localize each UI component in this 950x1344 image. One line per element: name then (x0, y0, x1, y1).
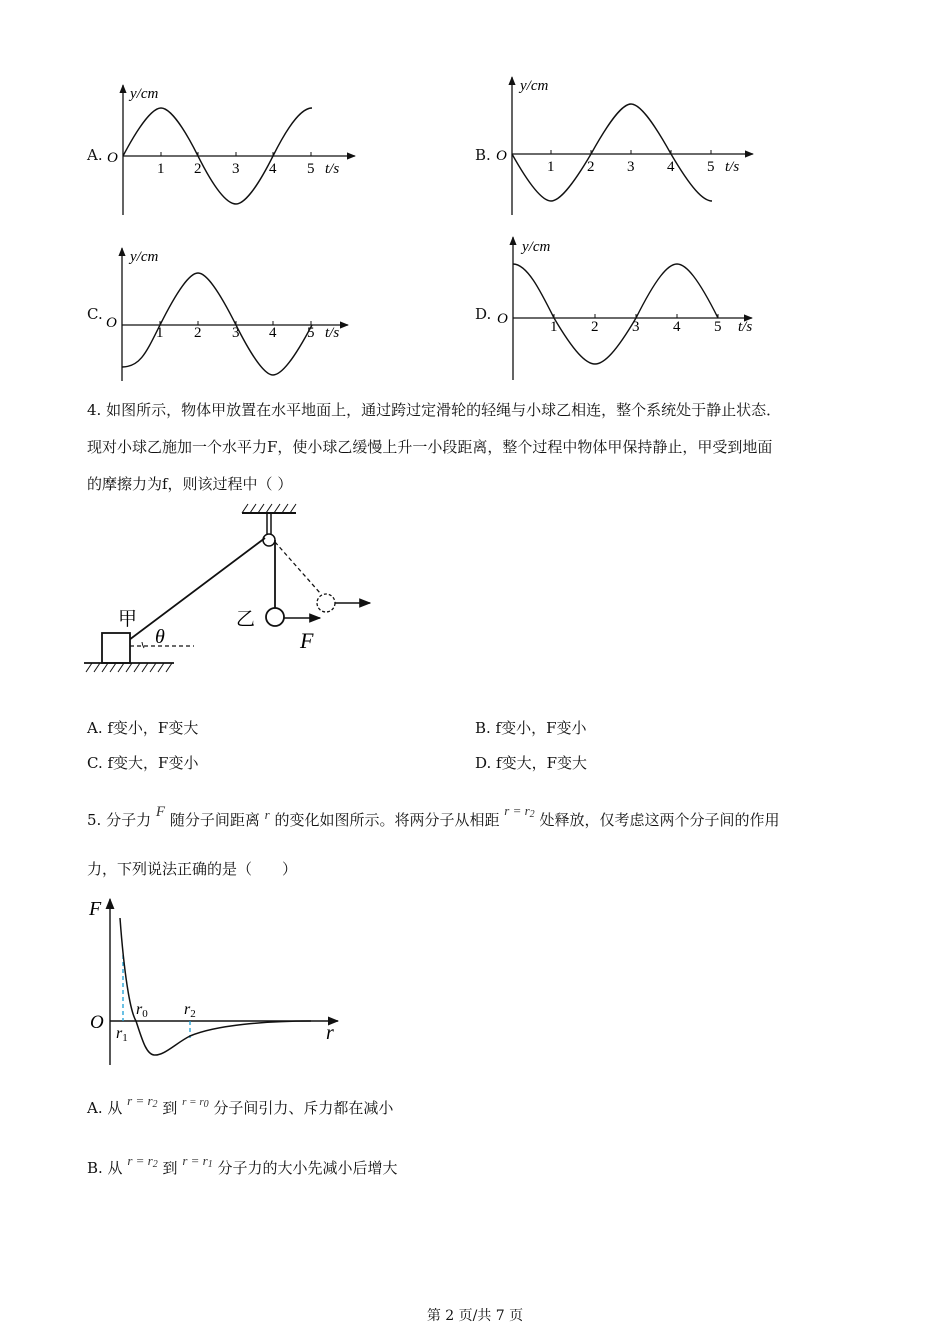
pulley-figure (82, 500, 382, 680)
r1-label: r1 (116, 1025, 128, 1044)
t-axis-label: t/s (325, 161, 340, 177)
q5-option-b[interactable]: B. 从 $r = r_2$ 到 $r = r_1$ 分子力的大小先减小后增大 (87, 1153, 398, 1177)
molecular-force-graph (86, 893, 346, 1073)
wave-graph-d (470, 232, 760, 382)
y-axis-label: y/cm (520, 78, 549, 94)
y-axis-label: y/cm (130, 86, 159, 102)
q5-stem-F: F (155, 804, 166, 820)
tick-1: 1 (157, 161, 165, 177)
q4-option-c[interactable]: C. f变大，F变小 (87, 754, 199, 772)
tick-3: 3 (232, 161, 240, 177)
wave-graph-a (80, 80, 360, 220)
q5-stem-p4: 处释放，仅考虑这两个分子间的作用 (539, 811, 780, 829)
jia-label: 甲 (118, 609, 138, 630)
origin-label: O (90, 1012, 104, 1033)
q5-b-eq1: $r = r_2$ (127, 1153, 158, 1170)
tick-4: 4 (269, 161, 277, 177)
tick-1: 1 (550, 319, 558, 335)
y-axis-label: y/cm (130, 249, 159, 265)
q5-a-eq2: r = r0 (182, 1096, 209, 1110)
q5-stem-p1: 5. 分子力 (87, 811, 152, 829)
block-jia (102, 633, 130, 663)
tick-5: 5 (714, 319, 722, 335)
F-axis-label: F (89, 898, 102, 920)
tick-3: 3 (632, 319, 640, 335)
theta-label: θ (155, 626, 165, 648)
t-axis-label: t/s (725, 159, 740, 175)
yi-label: 乙 (236, 609, 256, 630)
t-axis-label: t/s (738, 319, 753, 335)
q4-stem-line2: 现对小球乙施加一个水平力F，使小球乙缓慢上升一小段距离，整个过程中物体甲保持静止，甲受到地面 (87, 438, 773, 456)
origin-label: O (497, 311, 508, 327)
tick-1: 1 (156, 325, 164, 341)
origin-label: O (496, 148, 507, 164)
pulley-icon (263, 534, 275, 546)
option-c-label: C. (87, 305, 103, 323)
tick-3: 3 (627, 159, 635, 175)
q5-stem-r: r (264, 807, 270, 822)
ball-dashed-icon (317, 594, 335, 612)
tick-2: 2 (194, 161, 202, 177)
r0-label: r0 (136, 1001, 148, 1020)
tick-4: 4 (667, 159, 675, 175)
option-b-label: B. (475, 146, 491, 164)
q5-stem-p3: 的变化如图所示。将两分子从相距 (274, 811, 500, 829)
q5-option-a[interactable]: A. 从 $r = r_2$ 到 $^{r = r0}$ 分子间引力、斥力都在减小 (87, 1093, 394, 1117)
q4-option-b[interactable]: B. f变小，F变小 (475, 719, 587, 737)
tick-1: 1 (547, 159, 555, 175)
wave-graph-c (80, 243, 360, 383)
r-axis-label: r (326, 1022, 334, 1044)
page-footer: 第 2 页/共 7 页 (426, 1308, 524, 1324)
q5-stem-eq: $r = r_2$ (504, 803, 535, 820)
q5-b-eq2: $r = r_1$ (182, 1153, 213, 1170)
t-axis-label: t/s (325, 325, 340, 341)
q4-option-a[interactable]: A. f变小，F变大 (87, 719, 199, 737)
tick-3: 3 (232, 325, 240, 341)
r2-label: r2 (184, 1001, 196, 1020)
q5-stem-line2: 力，下列说法正确的是（ ） (87, 860, 298, 878)
tick-5: 5 (307, 161, 315, 177)
tick-4: 4 (269, 325, 277, 341)
q5-stem-line1 (87, 803, 780, 835)
tick-2: 2 (587, 159, 595, 175)
q4-stem-line1: 4. 如图所示，物体甲放置在水平地面上，通过跨过定滑轮的轻绳与小球乙相连，整个系统处于静止状态． (87, 401, 782, 419)
wave-graph-b (470, 72, 760, 220)
origin-label: O (107, 150, 118, 166)
origin-label: O (106, 315, 117, 331)
option-d-label: D. (475, 305, 492, 323)
q4-option-d[interactable]: D. f变大，F变大 (475, 754, 587, 772)
option-a-label: A. (87, 146, 103, 164)
y-axis-label: y/cm (522, 239, 551, 255)
q5-stem-p2: 随分子间距离 (169, 811, 260, 829)
ball-yi-icon (266, 608, 284, 626)
tick-2: 2 (194, 325, 202, 341)
q5-a-eq1: $r = r_2$ (127, 1093, 158, 1110)
q4-stem-line3: 的摩擦力为f，则该过程中（ ） (87, 475, 293, 493)
force-label: F (300, 628, 314, 653)
tick-2: 2 (591, 319, 599, 335)
tick-5: 5 (307, 325, 315, 341)
tick-4: 4 (673, 319, 681, 335)
tick-5: 5 (707, 159, 715, 175)
